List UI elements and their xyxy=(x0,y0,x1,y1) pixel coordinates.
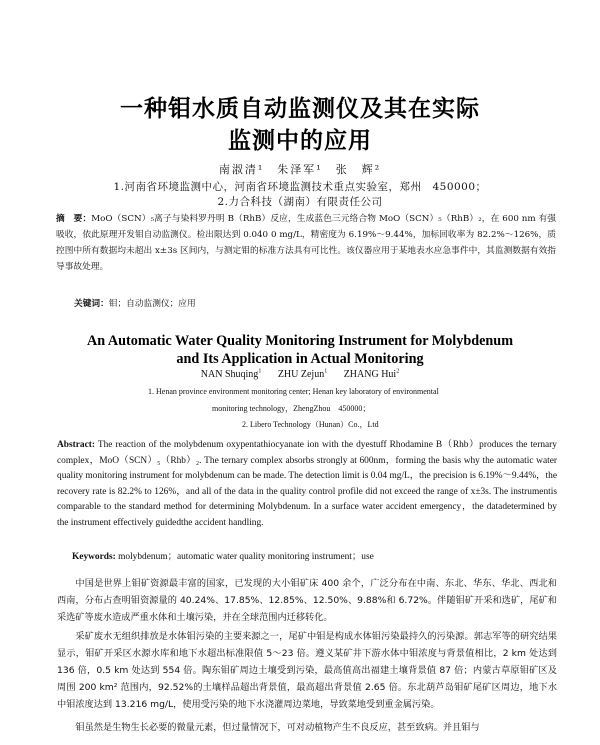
chinese-abstract-label: 摘 要： xyxy=(56,214,92,224)
english-affiliation-1-cont: monitoring technology，ZhengZhou 450000； xyxy=(212,404,371,413)
author-name: ZHU Zejun xyxy=(277,369,325,381)
body-paragraph-2: 采矿废水无组织排放是水体钼污染的主要来源之一，尾矿中钼是构成水体钼污染最持久的污染源。郭志军等的研究结果显示，钼矿开采区水源水库和地下水超出标准限值 5～23 倍。遵义某矿井下游水体中钼浓度与背景值相比，2 km 处达到 136 倍，0.5 km 处达到 554 倍。陶东钼矿周边土壤受到污染，最高值高出福建土壤背景值 87 倍；内蒙古草原钼矿区及周围 200 km² 范围内，92.52%的土壤样品超出背景值，最高超出背景值 2.65 倍。东北葫芦岛钼矿尾矿区周边，地下水中钼浓度达到 13.216 mg/L，使用受污染的地下水浇灌周边菜地，导致菜地受到重金属污染。 xyxy=(57,631,557,710)
chinese-keywords-text: 钼；自动监测仪；应用 xyxy=(108,299,196,309)
english-title-line-2: and Its Application in Actual Monitoring xyxy=(176,351,424,367)
chinese-keywords-label: 关键词： xyxy=(74,299,109,309)
english-keywords-text: molybdenum；automatic water quality monitoring instrument；use xyxy=(118,552,374,562)
body-paragraph-3: 钼虽然是生物生长必要的微量元素，但过量情况下，可对动植物产生不良反应，甚至致病。并且钼与 xyxy=(75,722,480,733)
english-keywords xyxy=(72,548,374,562)
chinese-keywords xyxy=(74,297,196,309)
author-name: NAN Shuqing xyxy=(200,369,259,381)
english-authors xyxy=(0,369,600,380)
chinese-title-line-2: 监测中的应用 xyxy=(228,128,372,154)
english-title-line-1: An Automatic Water Quality Monitoring Instrument for Molybdenum xyxy=(86,333,514,349)
english-keywords-label: Keywords: xyxy=(72,552,116,562)
english-author xyxy=(278,369,327,380)
author-affil-mark: 1 xyxy=(258,369,262,375)
author-name: ZHANG Hui xyxy=(343,369,397,381)
english-abstract xyxy=(57,438,557,532)
chinese-abstract-text: MoO（SCN）₅离子与染料罗丹明 B（RhB）反应，生成蓝色三元络合物 MoO（SCN）₅（RhB）₂，在 600 nm 有强吸收，依此原理开发钼自动监测仪。检出限达到 0.040 0 mg/L，精密度为 6.19%～9.44%，加标回收率为 82.2%～126%，质控图中所有数据均未超出 x±3s 区间内，与测定钼的标准方法具有可比性。该仪器应用于某地表水应急事件中，其监测数据有效指导事故处理。 xyxy=(56,214,556,272)
english-author xyxy=(344,369,400,380)
english-affiliation-1: 1. Henan province environment monitoring center; Henan key laboratory of environmental xyxy=(148,387,439,396)
chinese-title-line-1: 一种钼水质自动监测仪及其在实际 xyxy=(120,96,480,122)
english-author xyxy=(201,369,262,380)
english-affiliation-2: 2. Libero Technology（Hunan）Co.，Ltd xyxy=(242,420,379,429)
author-affil-mark: 1 xyxy=(324,369,328,375)
chinese-affiliation-2: 2.力合科技（湖南）有限责任公司 xyxy=(217,196,383,208)
chinese-affiliation-1: 1.河南省环境监测中心，河南省环境监测技术重点实验室，郑州 450000； xyxy=(113,181,487,193)
english-abstract-label: Abstract: xyxy=(57,440,96,450)
author-affil-mark: 2 xyxy=(396,369,400,375)
chinese-abstract xyxy=(56,211,556,275)
body-paragraph-1: 中国是世界上钼矿资源最丰富的国家，已发现的大小钼矿床 400 余个，广泛分布在中南、东北、华东、华北、西北和西南，分布占查明钼资源量的 40.24%、17.85%、12.85%、12.50%、9.88%和 6.72%。伴随钼矿开采和选矿，尾矿和采选矿等废水造成严重水体和土壤污染，并在全球范围内迁移转化。 xyxy=(57,578,557,623)
chinese-authors: 南淑清¹ 朱泽军¹ 张 辉² xyxy=(218,163,382,176)
english-abstract-text: The reaction of the molybdenum oxypentathiocyanate ion with the dyestuff Rhodamine B（Rhb）produces the ternary complex，MoO（SCN）₅（Rhb）₂. The ternary complex absorbs strongly at 600nm，forming the basis why the automatic water quality monitoring instrument for molybdenum can be made. The detection limit is 0.04 mg/L，the precision is 6.19%～9.44%，the recovery rate is 82.2% to 126%，and all of the data in the quality control profile did not exceed the range of x±3s. The instrumentis comparable to the standard method for determining Molybdenum. In a surface water accident emergency，the datadetermined by the instrument effectively guidedthe accident handling. xyxy=(57,440,557,528)
